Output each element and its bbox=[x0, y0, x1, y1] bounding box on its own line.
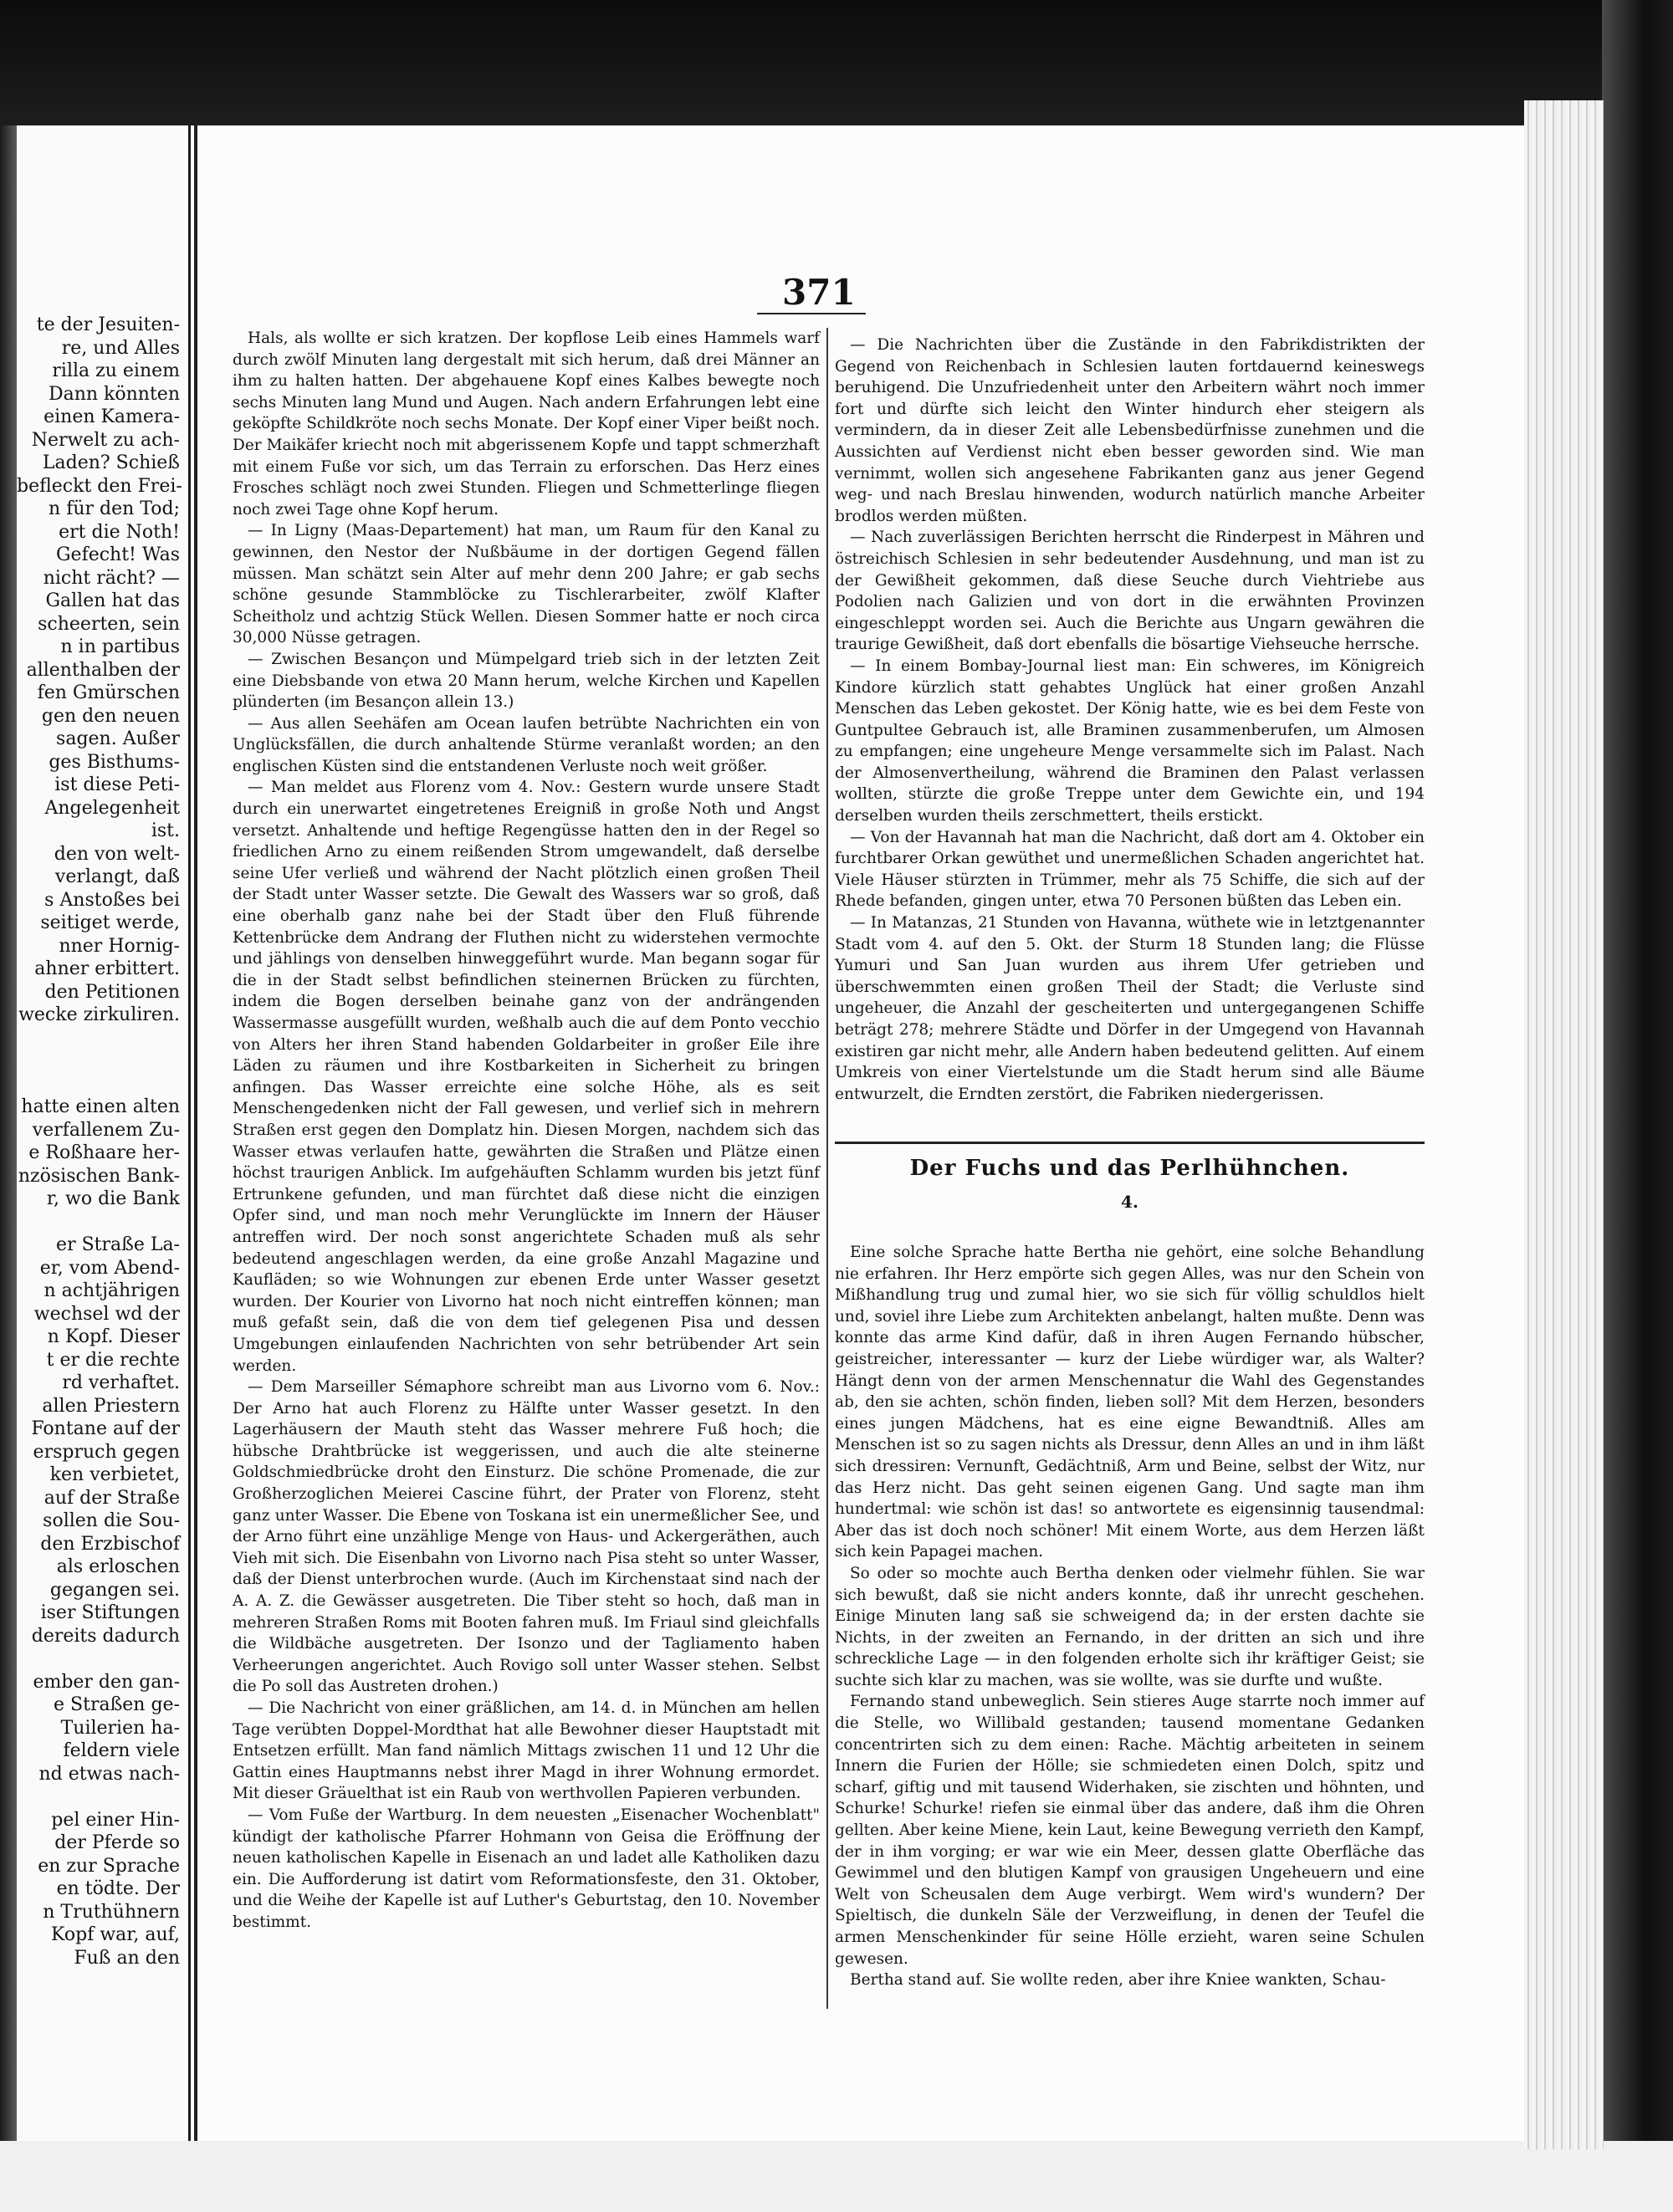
story-chapter: 4. bbox=[1121, 1192, 1138, 1212]
page-stack-edge bbox=[1524, 100, 1604, 2149]
fragment-line: Kopf war, auf, bbox=[51, 1924, 180, 1945]
fragment-line bbox=[17, 1211, 180, 1234]
right-column-news bbox=[835, 335, 1425, 1105]
fragment-line: der Pferde so bbox=[54, 1832, 180, 1853]
fragment-line: Laden? Schieß bbox=[42, 452, 180, 473]
fragment-line bbox=[17, 1785, 180, 1809]
fragment-line: ken verbietet, bbox=[49, 1464, 180, 1485]
article-paragraph: — Die Nachricht von einer gräßlichen, am 14. d. in München am hellen Tage verübten Doppel-Mordthat hat alle Bewohner dieser Hauptstadt mit Entsetzen erfüllt. Man fand nämlich Mittags zwischen 11 und 12 Uhr die Gattin eines Hauptmanns nebst ihrer Magd in ihrer Wohnung ermordet. Mit dieser Gräuelthat ist ein Raub von werthvollen Papieren verbunden. bbox=[233, 1699, 820, 1803]
fragment-line: Fuß an den bbox=[74, 1947, 180, 1969]
fragment-line: nzösischen Bank- bbox=[18, 1165, 180, 1187]
fragment-line: pel einer Hin- bbox=[51, 1809, 180, 1831]
fragment-line: en zur Sprache bbox=[38, 1855, 180, 1877]
fragment-line: wechsel wd der bbox=[33, 1303, 180, 1325]
fragment-line: Dann könnten bbox=[48, 383, 180, 405]
article-paragraph: — Von der Havannah hat man die Nachricht, daß dort am 4. Oktober ein furchtbarer Orkan gewüthet und unermeßlichen Schaden angerichtet hat. Viele Häuser stürzten in Trümmer, mehr als 75 Schiffe, die sich auf der Rhede befanden, gingen unter, etwa 70 Personen büßten das Leben ein. bbox=[835, 828, 1425, 911]
scan-background-right bbox=[1602, 0, 1673, 2212]
article-paragraph: — Man meldet aus Florenz vom 4. Nov.: Gestern wurde unsere Stadt durch ein unerwartet eingetretenes Ereigniß in große Noth und Angst versetzt. Anhaltende und heftige Regengüsse hatten den in der Regel so friedlichen Arno zu einem reißenden Strom umgewandelt, daß derselbe seine Ufer verließ und während der Nacht plötzlich einen großen Theil der Stadt unter Wasser setzte. Die Gewalt des Wassers war so groß, daß eine oberhalb ganz nahe bei der Stadt über den Fluß führende Kettenbrücke dem Andrang der Fluthen nicht zu widerstehen vermochte und jählings von denselben hinweggeführt wurde. Man begann sogar für die in der Stadt selbst befindlichen steinernen Brücken zu fürchten, indem die Bogen derselben beinahe ganz von der andrängenden Wassermasse ausgefüllt wurden, weßhalb auch die auf dem Ponto vecchio von Alters her ihren Stand habenden Goldarbeiter in großer Eile ihre Läden zu räumen und ihre Kostbarkeiten in Sicherheit zu bringen anfingen. Das Wasser erreichte eine solche Höhe, als es seit Menschengedenken nicht der Fall gewesen, und verlief sich in mehrern Straßen erst gegen den Domplatz hin. Diesen Morgen, nachdem sich das Wasser etwas verlaufen hatte, gewährten die Straßen und Plätze einen höchst traurigen Anblick. Im aufgehäuften Schlamm wurden bis jetzt fünf Ertrunkene gefunden, und man fürchtet daß diese nicht die einzigen Opfer sind, und man noch mehr Verunglückte im Innern der Häuser antreffen wird. Der noch sonst angerichtete Schaden muß als sehr bedeutend angeschlagen werden, da eine große Anzahl Magazine und Kaufläden; so wie Wohnungen zur ebenen Erde unter Wasser gesetzt wurden. Der Kourier von Livorno hat noch nicht eintreffen können; man muß gefaßt sein, daß die von dem tief gelegenen Pisa und dessen Umgebungen einlaufenden Nachrichten von sehr betrübender Art sein werden. bbox=[233, 779, 820, 1375]
scan-background-bottom bbox=[0, 2141, 1673, 2212]
fragment-line: en tödte. Der bbox=[56, 1878, 180, 1899]
fragment-line: ges Bisthums- bbox=[49, 751, 180, 773]
fragment-line: Angelegenheit bbox=[44, 797, 180, 819]
fragment-line: allenthalben der bbox=[26, 659, 180, 681]
fragment-line: nicht rächt? — bbox=[43, 567, 180, 589]
fragment-line: e Roßhaare her- bbox=[28, 1142, 180, 1163]
fragment-line: seitiget werde, bbox=[40, 912, 180, 933]
fragment-line: n Kopf. Dieser bbox=[47, 1326, 180, 1347]
fragment-line: Tuilerien ha- bbox=[60, 1717, 180, 1739]
fragment-line: r, wo die Bank bbox=[46, 1188, 180, 1209]
fragment-line bbox=[17, 1050, 180, 1073]
fragment-line: ist. bbox=[151, 820, 180, 841]
fragment-line: Fontane auf der bbox=[31, 1418, 180, 1439]
fragment-line: n für den Tod; bbox=[49, 498, 180, 519]
fragment-line: den Erzbischof bbox=[40, 1533, 180, 1555]
section-rule bbox=[835, 1142, 1425, 1144]
story-paragraph: Bertha stand auf. Sie wollte reden, aber ihre Kniee wankten, Schau- bbox=[850, 1971, 1386, 1990]
facing-page-fragment bbox=[17, 125, 191, 2141]
left-column bbox=[233, 328, 820, 1934]
fragment-line: sagen. Außer bbox=[56, 728, 180, 749]
fragment-line: dereits dadurch bbox=[31, 1625, 180, 1647]
fragment-line: befleckt den Frei- bbox=[17, 475, 182, 497]
fragment-line: auf der Straße bbox=[43, 1487, 180, 1509]
fragment-line: t er die rechte bbox=[46, 1349, 180, 1371]
fragment-line: rilla zu einem bbox=[52, 360, 180, 381]
fragment-line bbox=[17, 1648, 180, 1671]
column-divider bbox=[826, 328, 828, 2009]
story-body bbox=[835, 1242, 1425, 1991]
fragment-line: verlangt, daß bbox=[54, 866, 180, 887]
story-paragraph: Fernando stand unbeweglich. Sein stieres Auge starrte noch immer auf die Stelle, wo Willibald gestanden; tausend momentane Gedanken concentrirten sich zu dem einen: Rache. Mächtig arbeiteten in seinem Innern die Furien der Hölle; sie schmiedeten einen Dolch, spitz und scharf, giftig und mit tausend Widerhaken, sie zischten und höhnten, und Schurke! Schurke! riefen sie einmal über das andere, daß ihm die Ohren gellten. Aber keine Miene, kein Laut, keine Bewegung verrieth den Kampf, der in ihm vorging; er war wie ein Meer, dessen glatte Oberfläche das Gewimmel und den blutigen Kampf von grausigen Ungeheuern und eine Welt von Scheusalen dem Auge verbirgt. Wem wird's wundern? Der Spieltisch, die dunkeln Säle der Verzweiflung, in denen der Teufel die armen Menschenkinder für seine Hölle erzieht, waren seine Schulen gewesen. bbox=[835, 1693, 1425, 1968]
fragment-line: nner Hornig- bbox=[59, 935, 180, 957]
fragment-line: gen den neuen bbox=[41, 705, 180, 727]
fragment-line: feldern viele bbox=[63, 1740, 180, 1761]
article-paragraph: — Nach zuverlässigen Berichten herrscht die Rinderpest in Mähren und östreichisch Schlesien in sehr bedeutender Ausdehnung, und man ist zu der Gewißheit gekommen, daß diese Seuche durch Viehtriebe aus Podolien nach Galizien und von dort in die erwähnten Provinzen eingeschleppt worden sei. Auch die Berichte aus Ungarn gewähren die traurige Gewißheit, daß dort ebenfalls die bösartige Viehseuche herrsche. bbox=[835, 529, 1425, 654]
fragment-line: ist diese Peti- bbox=[54, 774, 180, 795]
story-paragraph: Eine solche Sprache hatte Bertha nie gehört, eine solche Behandlung nie erfahren. Ihr Herz empörte sich gegen Alles, was nur den Schein von Mißhandlung trug und zumal hier, wo sie sich für völlig schuldlos hielt und, soviel ihre Liebe zum Architekten anbelangt, halten mußte. Denn was konnte das arme Kind dafür, daß in ihren Augen Fernando hübscher, geistreicher, interessanter — kurz der Liebe würdiger war, als Walter? Hängt denn von der armen Menschennatur die Wahl des Gegenstandes ab, den sie achten, schön finden, lieben soll? Mit dem Herzen, besonders eines jungen Mädchens, hat es eine eigne Bewandtniß. Alles am Menschen ist so zu sagen nichts als Dressur, denn Alles an und in ihm läßt sich dressiren: Vernunft, Gedächtniß, Arm und Beine, selbst der Witz, nur das Herz nicht. Das geht seinen eigenen Gang. Und sagte man ihm hundertmal: wie schön ist das! so antwortete es eigensinnig tausendmal: Aber das ist doch noch schöner! Mit einem Worte, aus dem Herzen läßt sich kein Papagei machen. bbox=[835, 1244, 1425, 1561]
fragment-line: allen Priestern bbox=[42, 1395, 180, 1417]
fragment-line: te der Jesuiten- bbox=[36, 314, 180, 335]
fragment-line: gegangen sei. bbox=[49, 1579, 180, 1601]
fragment-line: wecke zirkuliren. bbox=[18, 1004, 180, 1025]
fragment-line: scheerten, sein bbox=[38, 613, 180, 635]
article-paragraph: — Aus allen Seehäfen am Ocean laufen betrübte Nachrichten ein von Unglücksfällen, die durch anhaltende Stürme veranlaßt worden; an den englischen Küsten sind die entstandenen Verluste noch weit größer. bbox=[233, 714, 820, 775]
fragment-line: Gefecht! Was bbox=[55, 544, 180, 565]
fragment-line: ahner erbittert. bbox=[34, 958, 180, 979]
fragment-line: ert die Noth! bbox=[59, 521, 180, 543]
fragment-line: fen Gmürschen bbox=[37, 682, 180, 703]
article-paragraph: Hals, als wollte er sich kratzen. Der kopflose Leib eines Hammels warf durch zwölf Minuten lang dergestalt mit sich herum, daß drei Männer an ihm zu halten hatten. Der abgehauene Kopf eines Kalbes bewegte noch sechs Minuten lang Mund und Augen. Nach andern Erfahrungen lebt eine geköpfte Schildkröte noch sechs Monate. Der Kopf einer Viper beißt noch. Der Maikäfer kriecht noch mit abgerissenem Kopfe und tappt schmerzhaft mit einem Fuße vor sich, um das Terrain zu erforschen. Das Herz eines Frosches schlägt noch zwei Stunden. Fliegen und Schmetterlinge fliegen noch zwei Tage ohne Kopf herum. bbox=[233, 330, 820, 519]
fragment-line: s Anstoßes bei bbox=[44, 889, 180, 911]
article-paragraph: — In Matanzas, 21 Stunden von Havanna, wüthete wie in letztgenannter Stadt vom 4. auf den 5. Okt. der Sturm 18 Stunden lang; die Flüsse Yumuri und San Juan wurden aus ihrem Ufer getrieben und überschwemmten einen großen Theil der Stadt; die Verluste sind ungeheuer, die Anzahl der gescheiterten und untergegangenen Schiffe beträgt 278; mehrere Städte und Dörfer in der Umgegend von Havannah existiren gar nicht mehr, alle Andern haben bedeutend gelitten. Auf einem Umkreis von einer Viertelstunde um die Stadt herum sind alle Bäume entwurzelt, die Erndten zerstört, die Fabriken niedergerissen. bbox=[835, 914, 1425, 1103]
fragment-line: re, und Alles bbox=[61, 337, 180, 359]
story-paragraph: So oder so mochte auch Bertha denken oder vielmehr fühlen. Sie war sich bewußt, daß sie nicht anders konnte, daß ihr unrecht geschehen. Einige Minuten lang saß sie schweigend da; in der ersten dachte sie Nichts, in der zweiten an Fernando, in der dritten an sich und ihre schreckliche Lage — in den folgenden erholte sich ihr kräftiger Geist; sie suchte sich klar zu machen, was sie wollte, was sie durfte und wußte. bbox=[835, 1564, 1425, 1689]
fragment-line: verfallenem Zu- bbox=[32, 1119, 180, 1141]
fragment-line bbox=[17, 1027, 180, 1050]
article-paragraph: — Zwischen Besançon und Mümpelgard trieb sich in der letzten Zeit eine Diebsbande von etwa 20 Mann herum, welche Kirchen und Kapellen plünderten (im Besançon allein 13.) bbox=[233, 650, 820, 712]
article-paragraph: — Vom Fuße der Wartburg. In dem neuesten „Eisenacher Wochenblatt" kündigt der katholische Pfarrer Hohmann von Geisa die Eröffnung der neuen katholischen Kapelle in Eisenach an und ladet alle Katholiken dazu ein. Die Aufforderung ist datirt vom Reformationsfeste, den 31. Oktober, und die Weihe der Kapelle ist auf Luther's Geburtstag, den 10. November bestimmt. bbox=[233, 1806, 820, 1931]
article-paragraph: — Dem Marseiller Sémaphore schreibt man aus Livorno vom 6. Nov.: Der Arno hat auch Florenz zu Hälfte unter Wasser gesetzt. In den Lagerhäusern der Mauth steht das Wasser mehrere Fuß hoch; die hübsche Drahtbrücke ist weggerissen, und auch die alte steinerne Goldschmiedbrücke droht den Einsturz. Die schöne Promenade, die zur Großherzoglichen Meierei Cascine führt, der Prater von Florenz, steht ganz unter Wasser. Die Ebene von Toskana ist ein unermeßlicher See, und der Arno führt eine unzählige Menge von Haus- und Ackergeräthen, auch Vieh mit sich. Die Eisenbahn von Livorno nach Pisa steht so unter Wasser, daß der Dienst unterbrochen wurde. (Auch im Kirchenstaat sind nach der A. A. Z. die Gewässer ausgetreten. Die Tiber steht so hoch, daß man in mehreren Straßen Roms mit Booten fahren muß. Im Friaul sind gleichfalls die Wildbäche ausgetreten. Der Isonzo und der Tagliamento haben Verheerungen angerichtet. Auch Rovigo soll unter Wasser stehen. Selbst die Po soll das Austreten drohen.) bbox=[233, 1378, 820, 1696]
fragment-line: als erloschen bbox=[56, 1556, 180, 1577]
page-number: 371 bbox=[782, 272, 856, 313]
fragment-line: iser Stiftungen bbox=[40, 1602, 180, 1623]
fragment-line: den von welt- bbox=[54, 843, 180, 865]
fragment-line: e Straßen ge- bbox=[54, 1694, 180, 1715]
fragment-line: hatte einen alten bbox=[21, 1096, 180, 1117]
scan-background-top bbox=[0, 0, 1673, 125]
fragment-line: n Truthühnern bbox=[43, 1901, 180, 1923]
fragment-line: n achtjährigen bbox=[43, 1280, 180, 1301]
fragment-line: rd verhaftet. bbox=[62, 1372, 180, 1393]
fragment-line: n in partibus bbox=[60, 636, 180, 657]
fragment-line bbox=[17, 1073, 180, 1096]
fragment-line: Nerwelt zu ach- bbox=[31, 429, 180, 451]
article-paragraph: — Die Nachrichten über die Zustände in den Fabrikdistrikten der Gegend von Reichenbach in Schlesien lauten fortdauernd keineswegs beruhigend. Die Unzufriedenheit unter den Arbeitern währt noch immer fort und dürfte sich leicht den Winter hindurch eher steigern als vermindern, da in dieser Zeit alle Lebensbedürfnisse zunehmen und die Aussichten auf Verdienst nicht eben besser geworden sind. Wie man vernimmt, wollen sich angesehene Fabrikanten ganz aus jener Gegend weg- und nach Breslau hinwenden, wodurch natürlich manche Arbeiter brodlos werden müßten. bbox=[835, 336, 1425, 525]
story-title: Der Fuchs und das Perlhühnchen. bbox=[909, 1156, 1350, 1181]
page-number-rule bbox=[757, 313, 866, 314]
fragment-line: er, vom Abend- bbox=[39, 1257, 180, 1279]
article-paragraph: — In Ligny (Maas-Departement) hat man, um Raum für den Kanal zu gewinnen, den Nestor der Nußbäume in der dortigen Gegend fällen müssen. Man schätzt sein Alter auf mehr denn 200 Jahre; er gab sechs schöne gesunde Stammblöcke zu Tischlerarbeiter, zwölf Klafter Scheitholz und achtzig Stück Wellen. Diesen Sommer hatte er noch circa 30,000 Nüsse getragen. bbox=[233, 522, 820, 647]
fragment-line: nd etwas nach- bbox=[38, 1763, 180, 1785]
fragment-line: den Petitionen bbox=[44, 981, 180, 1003]
fragment-line: er Straße La- bbox=[56, 1234, 180, 1255]
fragment-line: sollen die Sou- bbox=[43, 1510, 180, 1531]
facing-page-text bbox=[17, 314, 180, 1969]
article-paragraph: — In einem Bombay-Journal liest man: Ein schweres, im Königreich Kindore kürzlich statt gehabtes Unglück hat einer großen Anzahl Menschen das Leben gekostet. Der König hatte, wie es bei dem Feste von Guntpultee Gebrauch ist, alle Braminen zusammenberufen, um Almosen zu empfangen; eine ungeheure Menge versammelte sich im Palast. Nach der Almosenvertheilung, während die Braminen den Palast verlassen wollten, stürzte die große Treppe unter dem Gewichte ein, und 194 derselben wurden theils zerschmettert, theils erstickt. bbox=[835, 656, 1425, 825]
fragment-line: ember den gan- bbox=[33, 1671, 180, 1693]
fragment-line: einen Kamera- bbox=[43, 406, 180, 427]
fragment-line: Gallen hat das bbox=[45, 590, 180, 611]
fragment-line: erspruch gegen bbox=[33, 1441, 180, 1463]
